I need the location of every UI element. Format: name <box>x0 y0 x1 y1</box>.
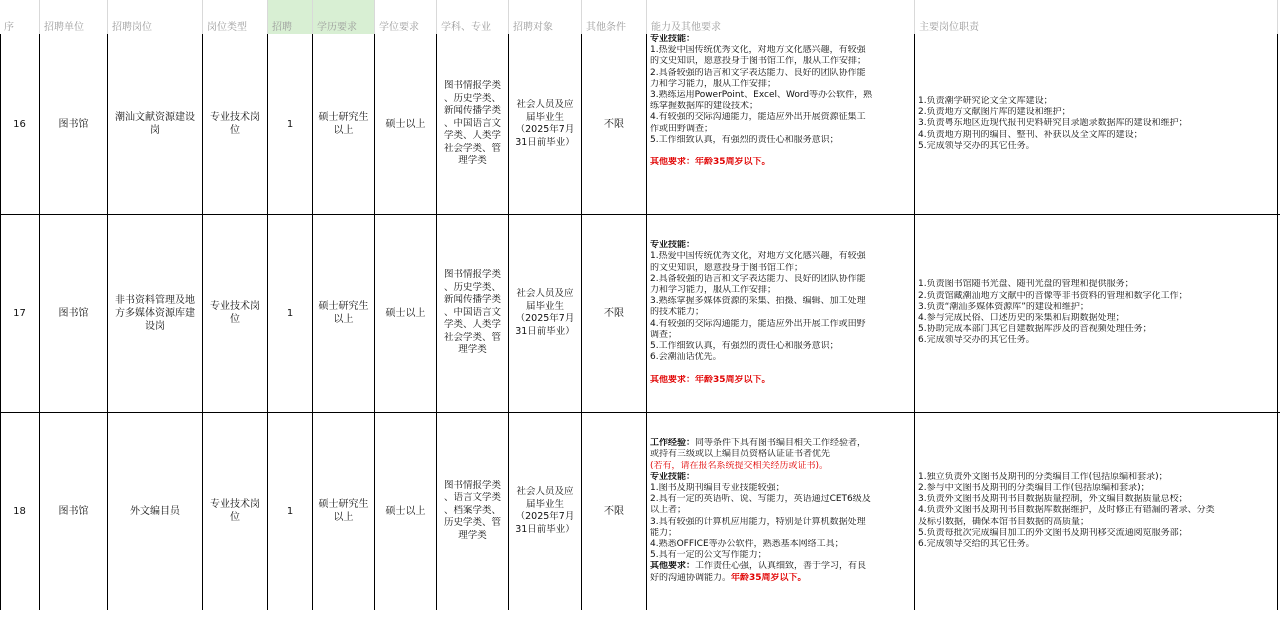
cell-number[interactable]: 18 <box>0 412 40 610</box>
cell-duties[interactable] <box>915 34 1278 214</box>
skill-line: 6.会潮汕话优先。 <box>650 352 722 363</box>
major-line: 、历史学类、 <box>443 92 501 104</box>
column-header-strip <box>0 0 1280 34</box>
major-line: 、档案学类、 <box>443 504 501 516</box>
skills-label: 专业技能： <box>650 240 696 251</box>
row-divider <box>0 214 1280 215</box>
skill-line: 1.热爱中国传统优秀文化，对地方文化感兴趣，有较强 <box>650 45 866 56</box>
requirements-text <box>650 438 911 584</box>
duty-line: 及标引数据，确保本馆书目数据的高质量； <box>918 516 1090 527</box>
skill-line: 练掌握数据库的建设技术； <box>650 101 759 112</box>
duty-line: 6.完成领导交办的其它任务。 <box>918 335 1035 346</box>
major-line: 社会学类、管 <box>443 142 501 154</box>
cell-post[interactable]: 非书资料管理及地方多媒体资源库建设岗 <box>108 214 203 412</box>
target-text <box>512 486 578 536</box>
major-line: 、语言文学类 <box>443 492 501 504</box>
cell-degree[interactable]: 硕士以上 <box>375 34 437 214</box>
major-line: 历史学类、管 <box>443 517 501 529</box>
requirements-text <box>650 34 911 168</box>
skill-line: 4.有较强的交际沟通能力，能适应外出开展资源征集工 <box>650 112 866 123</box>
major-line: 新闻传播学类 <box>443 294 501 306</box>
target-line: 31日前毕业） <box>515 523 575 535</box>
skills-label: 专业技能： <box>650 471 696 482</box>
column-header[interactable]: 招聘岗位 <box>108 0 203 34</box>
cell-duties[interactable] <box>915 214 1278 412</box>
cell-target[interactable] <box>509 34 582 214</box>
work-experience-note: (若有，请在报名系统提交相关经历或证书)。 <box>650 460 829 471</box>
duty-line: 3.负责外文图书及期刊书目数据质量控制，外文编目数据质量总校； <box>918 494 1188 505</box>
cell-unit[interactable]: 图书馆 <box>40 412 108 610</box>
major-line: 理学类 <box>458 344 487 356</box>
skill-line: 力和学习能力，服从工作安排； <box>650 78 777 89</box>
major-text <box>440 269 505 357</box>
cell-other[interactable]: 不限 <box>582 34 647 214</box>
skill-line: 以上者； <box>650 505 687 516</box>
major-line: 理学类 <box>458 155 487 167</box>
duty-line: 2.参与中文图书及期刊的分类编目工作(包括原编和套录)； <box>918 482 1150 493</box>
target-text <box>512 288 578 338</box>
duties-text <box>918 96 1274 152</box>
major-line: 、中国语言文 <box>443 117 501 129</box>
skill-line: 5.工作细致认真，有强烈的责任心和服务意识； <box>650 341 839 351</box>
skill-line: 2.具备较强的语言和文字表达能力、良好的团队协作能 <box>650 273 866 284</box>
column-header[interactable]: 学科、专业 <box>437 0 509 34</box>
target-text <box>512 99 578 149</box>
cell-requirements[interactable] <box>647 412 915 610</box>
cell-unit[interactable]: 图书馆 <box>40 34 108 214</box>
target-line: 31日前毕业） <box>515 325 575 337</box>
target-line: 社会人员及应 <box>516 99 574 110</box>
target-line: （2025年7月 <box>515 313 575 324</box>
cell-major[interactable] <box>437 34 509 214</box>
cell-post-type[interactable]: 专业技术岗位 <box>203 412 268 610</box>
cell-number[interactable]: 17 <box>0 214 40 412</box>
table-row <box>0 412 1280 610</box>
major-line: 、中国语言文 <box>443 306 501 318</box>
column-header[interactable]: 招聘 <box>268 0 313 34</box>
duty-line: 3.负责粤东地区近现代报刊史料研究目录题录数据库的建设和维护； <box>918 118 1188 129</box>
column-header[interactable]: 其他条件 <box>582 0 647 34</box>
other-requirement-line: 好的沟通协调能力。年龄35周岁以下。 <box>650 572 807 583</box>
requirements-text <box>650 240 911 386</box>
work-experience-label: 工作经验： <box>650 438 696 449</box>
duties-text <box>918 472 1274 550</box>
major-line: 图书情报学类 <box>443 80 501 92</box>
major-line: 社会学类、管 <box>443 331 501 343</box>
cell-requirements[interactable] <box>647 214 915 412</box>
column-header[interactable]: 学位要求 <box>375 0 437 34</box>
skill-line: 4.熟悉OFFICE等办公软件，熟悉基本网络工具； <box>650 539 844 549</box>
duty-line: 1.负责潮学研究论文全文库建设； <box>918 95 1053 106</box>
cell-education[interactable]: 硕士研究生以上 <box>313 214 375 412</box>
cell-major[interactable] <box>437 214 509 412</box>
skill-line: 作或田野调查； <box>650 123 714 134</box>
major-line: 图书情报学类 <box>443 479 501 491</box>
duty-line: 5.协助完成本部门其它自建数据库涉及的音视频处理任务； <box>918 324 1152 335</box>
column-header[interactable]: 招聘对象 <box>509 0 582 34</box>
duty-line: 1.独立负责外文图书及期刊的分类编目工作(包括原编和套录)； <box>918 471 1168 482</box>
duty-line: 5.负责每批次完成编目加工的外文图书及期刊移交流通阅览服务部； <box>918 527 1188 538</box>
major-line: 理学类 <box>458 529 487 541</box>
target-line: 社会人员及应 <box>516 288 574 299</box>
table-row <box>0 34 1280 214</box>
duty-line: 3.负责“潮汕多媒体资源库”的建设和维护； <box>918 301 1089 312</box>
skill-line: 1.热爱中国传统优秀文化，对地方文化感兴趣，有较强 <box>650 251 866 262</box>
duty-line: 1.负责图书馆随书光盘、随刊光盘的管理和提供服务； <box>918 279 1134 290</box>
other-requirement-line: 其他要求：工作责任心强，认真细致，善于学习，有良 <box>650 561 867 572</box>
duty-line: 2.负责地方文献图片库的建设和维护； <box>918 107 1071 118</box>
cell-target[interactable] <box>509 214 582 412</box>
major-line: 、历史学类、 <box>443 281 501 293</box>
duty-line: 2.负责馆藏潮汕地方文献中的音像等非书资料的管理和数字化工作； <box>918 290 1188 301</box>
row-divider <box>0 412 1280 413</box>
cell-count[interactable]: 1 <box>268 412 313 610</box>
skill-line: 调查； <box>650 329 678 340</box>
table-row <box>0 214 1280 412</box>
target-line: 届毕业生 <box>525 111 564 123</box>
major-line: 学类、人类学 <box>443 130 501 142</box>
target-line: （2025年7月 <box>515 511 575 522</box>
cell-number[interactable]: 16 <box>0 34 40 214</box>
skill-line: 1.图书及期刊编目专业技能较强； <box>650 482 785 493</box>
other-requirement-label: 其他要求： <box>650 561 696 572</box>
work-experience-line: 或持有三级或以上编目员资格认证证书者优先 <box>650 449 831 460</box>
column-header[interactable]: 岗位类型 <box>203 0 268 34</box>
skill-line: 2.具备较强的语言和文字表达能力、良好的团队协作能 <box>650 67 866 78</box>
cell-major[interactable] <box>437 412 509 610</box>
cell-degree[interactable]: 硕士以上 <box>375 412 437 610</box>
duty-line: 5.完成领导交办的其它任务。 <box>918 140 1035 151</box>
cell-count[interactable]: 1 <box>268 34 313 214</box>
skill-line: 3.熟练掌握多媒体资源的采集、拍摄、编辑、加工处理 <box>650 296 866 307</box>
cell-other[interactable]: 不限 <box>582 214 647 412</box>
column-header[interactable]: 能力及其他要求 <box>647 0 915 34</box>
target-line: 社会人员及应 <box>516 486 574 497</box>
spacer <box>650 146 911 157</box>
column-header[interactable]: 主要岗位职责 <box>915 0 1278 34</box>
major-text <box>440 80 505 168</box>
age-requirement: 年龄35周岁以下。 <box>731 572 807 583</box>
left-border <box>0 34 1 610</box>
cell-post-type[interactable]: 专业技术岗位 <box>203 214 268 412</box>
cell-post[interactable]: 潮汕文献资源建设岗 <box>108 34 203 214</box>
skill-line: 2.具有一定的英语听、说、写能力，英语通过CET6级及 <box>650 494 871 505</box>
duty-line: 4.参与完成民俗、口述历史的采集和后期数据处理； <box>918 313 1125 323</box>
skill-line: 的技术能力； <box>650 307 705 318</box>
skill-line: 5.工作细致认真，有强烈的责任心和服务意识； <box>650 134 839 145</box>
skill-line: 5.具有一定的公文写作能力； <box>650 550 767 561</box>
cell-other[interactable]: 不限 <box>582 412 647 610</box>
cell-degree[interactable]: 硕士以上 <box>375 214 437 412</box>
skill-line: 力和学习能力，服从工作安排； <box>650 284 777 295</box>
duty-line: 4.负责外文图书及期刊书目数据库数据维护，及时修正有错漏的著录、分类 <box>918 505 1215 516</box>
cell-duties[interactable] <box>915 412 1278 610</box>
cell-education[interactable]: 硕士研究生以上 <box>313 34 375 214</box>
age-requirement: 其他要求：年龄35周岁以下。 <box>650 374 771 385</box>
spacer <box>650 363 911 374</box>
cell-post[interactable]: 外文编目员 <box>108 412 203 610</box>
skill-line: 3.具有较强的计算机应用能力，特别是计算机数据处理 <box>650 516 866 527</box>
skill-line: 3.熟练运用PowerPoint、Excel、Word等办公软件，熟 <box>650 90 873 101</box>
age-requirement: 其他要求：年龄35周岁以下。 <box>650 157 771 168</box>
target-line: （2025年7月 <box>515 124 575 135</box>
skill-line: 的文史知识，愿意投身于图书馆工作，服从工作安排； <box>650 56 867 67</box>
column-header[interactable]: 招聘单位 <box>40 0 108 34</box>
major-line: 学类、人类学 <box>443 319 501 331</box>
cell-education[interactable]: 硕士研究生以上 <box>313 412 375 610</box>
work-experience-line: 工作经验：同等条件下具有图书编目相关工作经验者， <box>650 438 867 449</box>
column-header[interactable]: 序 <box>0 0 40 34</box>
target-line: 届毕业生 <box>525 498 564 510</box>
major-text <box>440 480 505 543</box>
skill-line: 能力； <box>650 527 678 538</box>
skill-line: 的文史知识，愿意投身于图书馆工作； <box>650 262 804 273</box>
duty-line: 6.完成领导交给的其它任务。 <box>918 539 1035 549</box>
skill-line: 4.有较强的交际沟通能力，能适应外出开展工作或田野 <box>650 318 866 329</box>
skills-label: 专业技能： <box>650 34 696 44</box>
column-header[interactable]: 学历要求 <box>313 0 375 34</box>
duties-text <box>918 279 1274 346</box>
target-line: 31日前毕业） <box>515 136 575 148</box>
cell-target[interactable] <box>509 412 582 610</box>
major-line: 图书情报学类 <box>443 269 501 281</box>
cell-requirements[interactable] <box>647 34 915 214</box>
cell-count[interactable]: 1 <box>268 214 313 412</box>
target-line: 届毕业生 <box>525 300 564 312</box>
major-line: 新闻传播学类 <box>443 105 501 117</box>
duty-line: 4.负责地方期刊的编目、整刊、补获以及全文库的建设； <box>918 129 1143 140</box>
cell-unit[interactable]: 图书馆 <box>40 214 108 412</box>
cell-post-type[interactable]: 专业技术岗位 <box>203 34 268 214</box>
